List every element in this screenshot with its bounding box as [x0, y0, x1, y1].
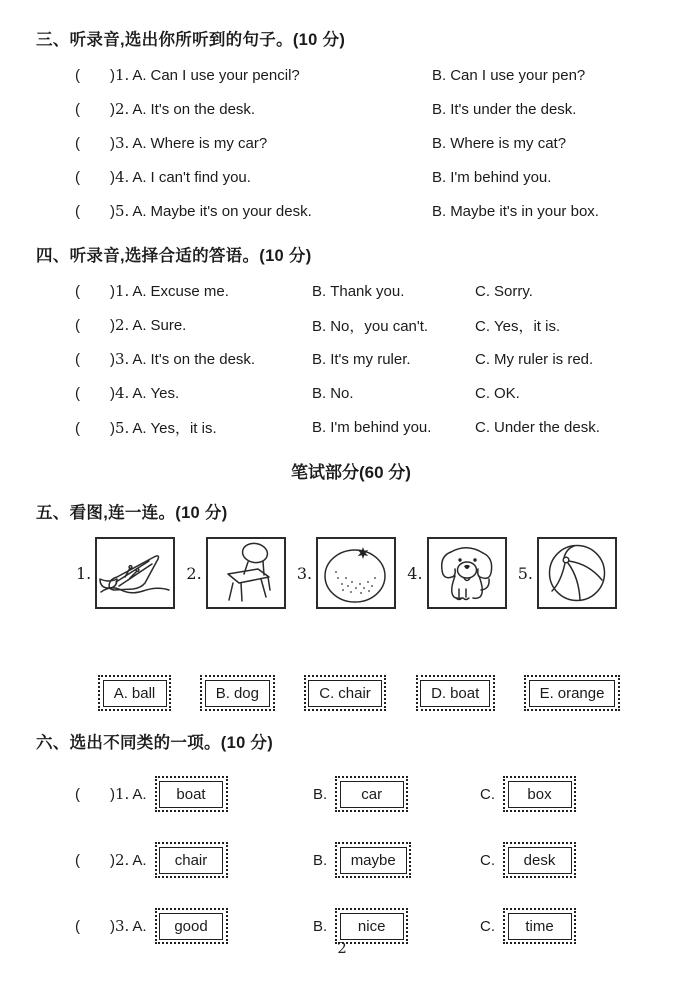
- picture-number: 1.: [76, 563, 92, 583]
- s4-item-1: [75, 274, 654, 308]
- item-number: 2.: [115, 100, 130, 118]
- section-5-title: 五、看图,连一连。(10 分): [36, 504, 228, 522]
- option-b-text: Can I use your pen?: [450, 66, 586, 84]
- written-part-heading: 笔试部分(60 分): [291, 463, 411, 482]
- ball-icon: [539, 540, 615, 606]
- word-box-row: [98, 675, 620, 711]
- option-c-text: My ruler is red.: [494, 350, 594, 368]
- option-a-label: A.: [132, 385, 147, 402]
- s3-item-4: [75, 160, 654, 194]
- option-c-label: C.: [480, 785, 495, 803]
- option-b-label: B.: [432, 202, 447, 220]
- option-a-word-box: boat: [155, 776, 228, 812]
- option-a-label: A.: [132, 317, 147, 334]
- item-number: 5.: [115, 202, 130, 220]
- s4-item-4: [75, 376, 654, 410]
- item-number: 3.: [115, 350, 130, 368]
- option-a-label: A.: [132, 851, 147, 869]
- section-4-title: 四、听录音,选择合适的答语。(10 分): [36, 247, 312, 265]
- option-b-text: No，you can't.: [330, 317, 429, 335]
- page-number: 2: [337, 939, 347, 957]
- option-b-text: Thank you.: [330, 282, 405, 300]
- picture-frame: [316, 537, 396, 609]
- option-b-text: It's under the desk.: [450, 100, 577, 118]
- option-b-label: B.: [313, 785, 328, 803]
- answer-blank: ( ): [75, 317, 115, 334]
- s4-item-3: [75, 342, 654, 376]
- option-b-label: B.: [432, 100, 447, 118]
- option-b-label: B.: [432, 134, 447, 152]
- option-a-text: I can't find you.: [150, 169, 251, 186]
- option-b-text: I'm behind you.: [330, 418, 432, 436]
- word-box-ball: [98, 675, 171, 711]
- answer-blank: ( ): [75, 385, 115, 402]
- option-b-label: B.: [312, 384, 327, 402]
- option-c-label: C.: [475, 384, 490, 402]
- picture-item-orange: [297, 537, 396, 609]
- option-a-text: Maybe it's on your desk.: [150, 203, 312, 220]
- item-number: 4.: [115, 384, 130, 402]
- word-text: orange: [557, 684, 605, 702]
- picture-frame: [206, 537, 286, 609]
- option-c-label: C.: [475, 282, 490, 300]
- option-a-label: A.: [132, 169, 147, 186]
- s3-item-2: [75, 92, 654, 126]
- picture-number: 2.: [186, 563, 202, 583]
- dog-icon: [429, 540, 505, 606]
- option-a-text: Yes.: [150, 385, 180, 402]
- answer-blank: ( ): [75, 101, 115, 118]
- s4-item-5: [75, 410, 654, 444]
- picture-row: [76, 537, 617, 609]
- option-a-label: A.: [132, 101, 147, 118]
- word-label: D.: [431, 684, 447, 702]
- option-a-label: A.: [132, 203, 147, 220]
- option-b-label: B.: [313, 851, 328, 869]
- word-text: chair: [338, 684, 371, 702]
- option-a-label: A.: [132, 419, 147, 437]
- option-c-label: C.: [480, 851, 495, 869]
- option-a-text: It's on the desk.: [150, 351, 256, 368]
- word-label: A.: [113, 684, 128, 702]
- option-b-label: B.: [312, 350, 327, 368]
- answer-blank: ( ): [75, 785, 115, 803]
- option-a-text: Where is my car?: [150, 135, 268, 152]
- option-a-label: A.: [132, 351, 147, 368]
- boat-icon: [97, 540, 173, 606]
- option-b-word-box: maybe: [335, 842, 411, 878]
- picture-item-boat: [76, 537, 175, 609]
- word-text: dog: [233, 684, 259, 702]
- option-a-text: Yes，it is.: [150, 419, 217, 437]
- option-c-text: Sorry.: [494, 282, 533, 300]
- option-b-text: No.: [330, 384, 354, 402]
- item-number: 1.: [115, 66, 130, 84]
- chair-icon: [208, 540, 284, 606]
- option-b-text: It's my ruler.: [330, 350, 411, 368]
- option-c-label: C.: [475, 350, 490, 368]
- option-c-word-box: box: [503, 776, 576, 812]
- option-a-text: Excuse me.: [150, 283, 229, 300]
- picture-item-dog: [407, 537, 506, 609]
- option-b-label: B.: [312, 317, 327, 335]
- picture-number: 4.: [407, 563, 423, 583]
- option-a-label: A.: [132, 283, 147, 300]
- word-label: E.: [539, 684, 554, 702]
- picture-item-chair: [186, 537, 285, 609]
- item-number: 1.: [115, 282, 130, 300]
- option-b-word-box: car: [335, 776, 408, 812]
- orange-icon: [318, 540, 394, 606]
- word-box-orange: [524, 675, 620, 711]
- answer-blank: ( ): [75, 67, 115, 84]
- option-b-label: B.: [432, 66, 447, 84]
- s4-item-2: [75, 308, 654, 342]
- option-a-word-box: good: [155, 908, 228, 944]
- picture-number: 5.: [517, 563, 533, 583]
- section-6: [36, 729, 654, 959]
- answer-blank: ( ): [75, 419, 115, 437]
- word-label: B.: [215, 684, 230, 702]
- s6-item-1: [75, 761, 654, 827]
- option-a-label: A.: [132, 917, 147, 935]
- s3-item-1: [75, 58, 654, 92]
- answer-blank: ( ): [75, 203, 115, 220]
- section-3-title: 三、听录音,选出你所听到的句子。(10 分): [36, 31, 346, 49]
- option-b-text: Maybe it's in your box.: [450, 202, 599, 220]
- answer-blank: ( ): [75, 851, 115, 869]
- option-c-word-box: time: [503, 908, 576, 944]
- word-text: boat: [450, 684, 480, 702]
- word-box-dog: [200, 675, 274, 711]
- item-number: 1.: [115, 785, 130, 803]
- picture-frame: [95, 537, 175, 609]
- option-b-label: B.: [432, 168, 447, 186]
- s6-item-2: [75, 827, 654, 893]
- item-number: 3.: [115, 134, 130, 152]
- s3-item-5: [75, 194, 654, 228]
- option-c-label: C.: [475, 418, 490, 436]
- picture-frame: [427, 537, 507, 609]
- item-number: 4.: [115, 168, 130, 186]
- s3-item-3: [75, 126, 654, 160]
- answer-blank: ( ): [75, 917, 115, 935]
- option-c-text: Yes，it is.: [494, 317, 561, 335]
- answer-blank: ( ): [75, 169, 115, 186]
- option-b-text: Where is my cat?: [450, 134, 567, 152]
- option-b-label: B.: [312, 418, 327, 436]
- answer-blank: ( ): [75, 283, 115, 300]
- option-c-label: C.: [480, 917, 495, 935]
- answer-blank: ( ): [75, 135, 115, 152]
- option-c-text: OK.: [494, 384, 520, 402]
- item-number: 5.: [115, 418, 130, 437]
- picture-item-ball: [518, 537, 617, 609]
- item-number: 2.: [115, 851, 130, 869]
- option-c-text: Under the desk.: [494, 418, 600, 436]
- answer-blank: ( ): [75, 351, 115, 368]
- option-b-label: B.: [312, 282, 327, 300]
- picture-frame: [537, 537, 617, 609]
- option-a-label: A.: [132, 785, 147, 803]
- option-b-word-box: nice: [335, 908, 408, 944]
- option-a-word-box: chair: [155, 842, 228, 878]
- option-a-text: It's on the desk.: [150, 101, 256, 118]
- item-number: 2.: [115, 316, 130, 334]
- picture-number: 3.: [296, 563, 313, 583]
- section-6-title: 六、选出不同类的一项。(10 分): [36, 734, 274, 752]
- word-box-boat: [416, 675, 495, 711]
- option-a-text: Can I use your pencil?: [150, 67, 300, 84]
- option-a-text: Sure.: [150, 317, 187, 334]
- word-label: C.: [319, 684, 335, 702]
- option-a-label: A.: [132, 135, 147, 152]
- item-number: 3.: [115, 917, 130, 935]
- option-c-word-box: desk: [503, 842, 576, 878]
- option-b-text: I'm behind you.: [450, 168, 552, 186]
- word-text: ball: [131, 684, 156, 702]
- option-c-label: C.: [475, 317, 490, 335]
- option-a-label: A.: [132, 67, 147, 84]
- option-b-label: B.: [313, 917, 328, 935]
- word-box-chair: [304, 675, 387, 711]
- section-5: [36, 499, 654, 711]
- section-4: [36, 242, 654, 444]
- section-3: [36, 26, 654, 228]
